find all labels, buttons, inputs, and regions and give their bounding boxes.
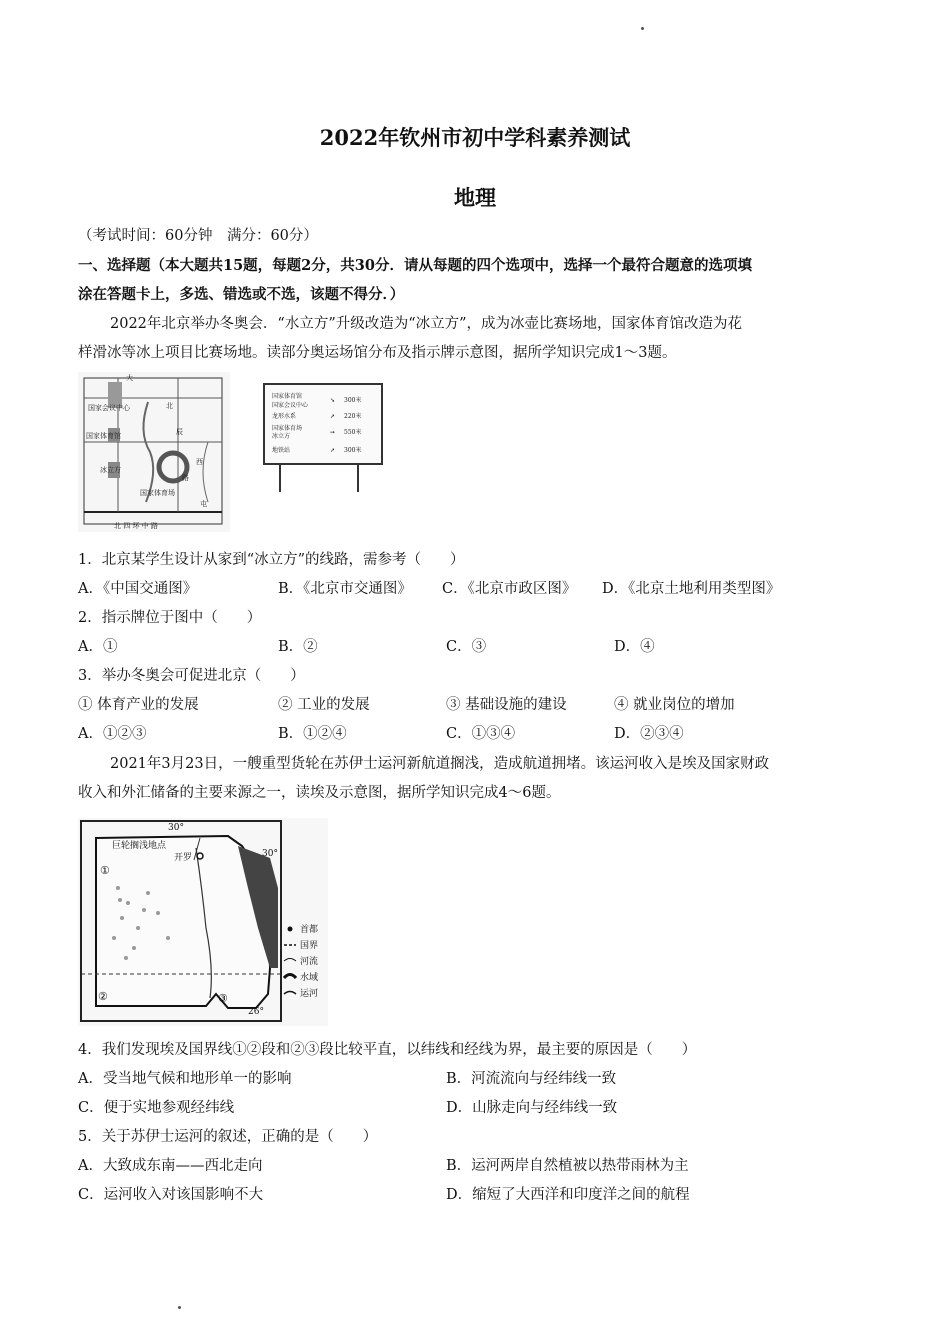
egypt-marker-1: ①: [100, 864, 110, 877]
map1-label-road-char-5: 大: [126, 374, 133, 382]
passage-1-line-2: 样滑冰等冰上项目比赛场地。读部分奥运场馆分布及指示牌示意图，据所学知识完成1～3题。: [78, 345, 677, 361]
q5-option-a[interactable]: A．大致成东南——西北走向: [78, 1158, 263, 1174]
map1-label-stadium: 国家体育场: [140, 489, 175, 497]
q3-option-a[interactable]: A．①②③: [78, 726, 147, 742]
q3-stem: 3．举办冬奥会可促进北京（ ）: [78, 668, 305, 684]
egypt-ship-label: 巨轮搁浅地点: [112, 841, 167, 851]
q5-option-b[interactable]: B．运河两岸自然植被以热带雨林为主: [446, 1158, 689, 1174]
q4-options-row-1: [78, 1065, 878, 1094]
section-heading: 一、选择题（本大题共15题，每题2分，共30分．请从每题的四个选项中，选择一个最符合题意的选项填: [78, 257, 752, 274]
q1-option-b[interactable]: B．《北京市交通图》: [278, 581, 412, 597]
q3-option-d[interactable]: D．②③④: [614, 726, 684, 742]
q5-option-c[interactable]: C．运河收入对该国影响不大: [78, 1187, 264, 1203]
egypt-marker-3: ③: [218, 992, 228, 1005]
passage-2-line-2: 收入和外汇储备的主要来源之一，读埃及示意图，据所学知识完成4～6题。: [78, 785, 561, 801]
signboard-figure: [262, 382, 388, 494]
legend-capital-icon: [288, 927, 293, 932]
q2-stem: 2．指示牌位于图中（ ）: [78, 610, 262, 626]
q3-options: [78, 720, 878, 749]
q1-options: [78, 575, 878, 604]
q2-option-c[interactable]: C．③: [446, 639, 487, 655]
map1-label-road-char-6: 屯: [200, 500, 207, 508]
map1-label-gym: 国家体育馆: [86, 432, 121, 440]
sign-arrow-2: ➚: [330, 413, 336, 420]
sign-label-convention: 国家会议中心: [272, 402, 309, 409]
q3-item-1: ① 体育产业的发展: [78, 697, 199, 713]
sign-distance-4: 300米: [344, 447, 362, 454]
sign-label-icecube: 冰立方: [272, 433, 291, 440]
sign-label-gym: 国家体育馆: [272, 393, 303, 400]
map1-label-road-char-3: 西: [196, 458, 203, 466]
page-title: 2022年钦州市初中学科素养测试: [319, 125, 631, 150]
scan-speck: [641, 27, 644, 30]
q1-option-a[interactable]: A．《中国交通图》: [78, 581, 198, 597]
q2-option-d[interactable]: D．④: [614, 639, 655, 655]
q4-options-row-2: [78, 1094, 878, 1123]
q3-item-4: ④ 就业岗位的增加: [614, 697, 735, 713]
q1-option-d[interactable]: D．《北京土地利用类型图》: [602, 581, 781, 597]
egypt-lat-label-south: 26°: [248, 1007, 264, 1017]
scan-speck-bottom: [178, 1306, 181, 1309]
sign-arrow-4: ➚: [330, 447, 336, 454]
q4-option-c[interactable]: C．便于实地参观经纬线: [78, 1100, 235, 1116]
q3-option-b[interactable]: B．①②④: [278, 726, 347, 742]
q2-option-a[interactable]: A．①: [78, 639, 118, 655]
q5-options-row-1: [78, 1152, 878, 1181]
q4-option-a[interactable]: A．受当地气候和地形单一的影响: [78, 1071, 292, 1087]
q1-stem: 1．北京某学生设计从家到“冰立方”的线路，需参考（ ）: [78, 552, 465, 568]
q3-option-c[interactable]: C．①③④: [446, 726, 516, 742]
q1-option-c[interactable]: C．《北京市政区图》: [442, 581, 577, 597]
passage-1-line-1: 2022年北京举办冬奥会．“水立方”升级改造为“冰立方”，成为冰壶比赛场地，国家体育馆改造为花: [110, 316, 743, 332]
egypt-lat-label-east: 30°: [262, 849, 278, 859]
map1-label-road-char-1: 北: [166, 402, 173, 410]
egypt-map: [78, 818, 328, 1026]
q4-option-d[interactable]: D．山脉走向与经纬线一致: [446, 1100, 618, 1116]
q2-options: [78, 633, 878, 662]
q5-option-d[interactable]: D．缩短了大西洋和印度洋之间的航程: [446, 1187, 690, 1203]
q4-option-b[interactable]: B．河流流向与经纬线一致: [446, 1071, 617, 1087]
map1-label-road-char-2: 辰: [176, 428, 183, 436]
sign-distance-1: 300米: [344, 397, 362, 404]
sign-label-dragon: 龙形水系: [272, 413, 297, 420]
map1-label-road-char-4: 路: [182, 474, 189, 482]
sign-label-stadium: 国家体育场: [272, 425, 303, 432]
map1-label-road: 北 四 环 中 路: [114, 522, 158, 530]
section-heading-cont: 涂在答题卡上，多选、错选或不选，该题不得分．）: [78, 286, 405, 303]
q3-item-2: ② 工业的发展: [278, 697, 370, 713]
sign-distance-2: 220米: [344, 413, 362, 420]
q4-stem: 4．我们发现埃及国界线①②段和②③段比较平直，以纬线和经线为界，最主要的原因是（ ）: [78, 1042, 697, 1058]
egypt-lat-label-north: 30°: [168, 823, 184, 833]
legend-border-label: 国界: [300, 941, 319, 951]
egypt-marker-2: ②: [98, 990, 108, 1003]
map1-label-icecube: 冰立方: [100, 466, 121, 474]
legend-canal-label: 运河: [300, 989, 319, 999]
legend-capital-label: 首都: [300, 925, 319, 935]
subject-title: 地理: [454, 185, 496, 210]
q3-item-3: ③ 基础设施的建设: [446, 697, 567, 713]
q5-options-row-2: [78, 1181, 878, 1210]
q2-option-b[interactable]: B．②: [278, 639, 318, 655]
exam-info: （考试时间：60分钟 满分：60分）: [78, 228, 318, 244]
egypt-cairo-label: 开罗: [174, 853, 193, 863]
olympic-venue-map: [78, 372, 230, 532]
sign-arrow-3: ➙: [330, 429, 336, 436]
passage-2-line-1: 2021年3月23日，一艘重型货轮在苏伊士运河新航道搁浅，造成航道拥堵。该运河收入是埃及国家财政: [110, 756, 770, 772]
q5-stem: 5．关于苏伊士运河的叙述，正确的是（ ）: [78, 1129, 378, 1145]
q3-items: [78, 691, 878, 720]
sign-label-subway: 地铁站: [272, 447, 291, 454]
map1-label-convention: 国家会议中心: [88, 404, 130, 412]
legend-water-label: 水域: [300, 973, 319, 983]
sign-arrow-1: ➘: [330, 397, 336, 404]
sign-distance-3: 550米: [344, 429, 362, 436]
legend-river-label: 河流: [300, 957, 319, 967]
